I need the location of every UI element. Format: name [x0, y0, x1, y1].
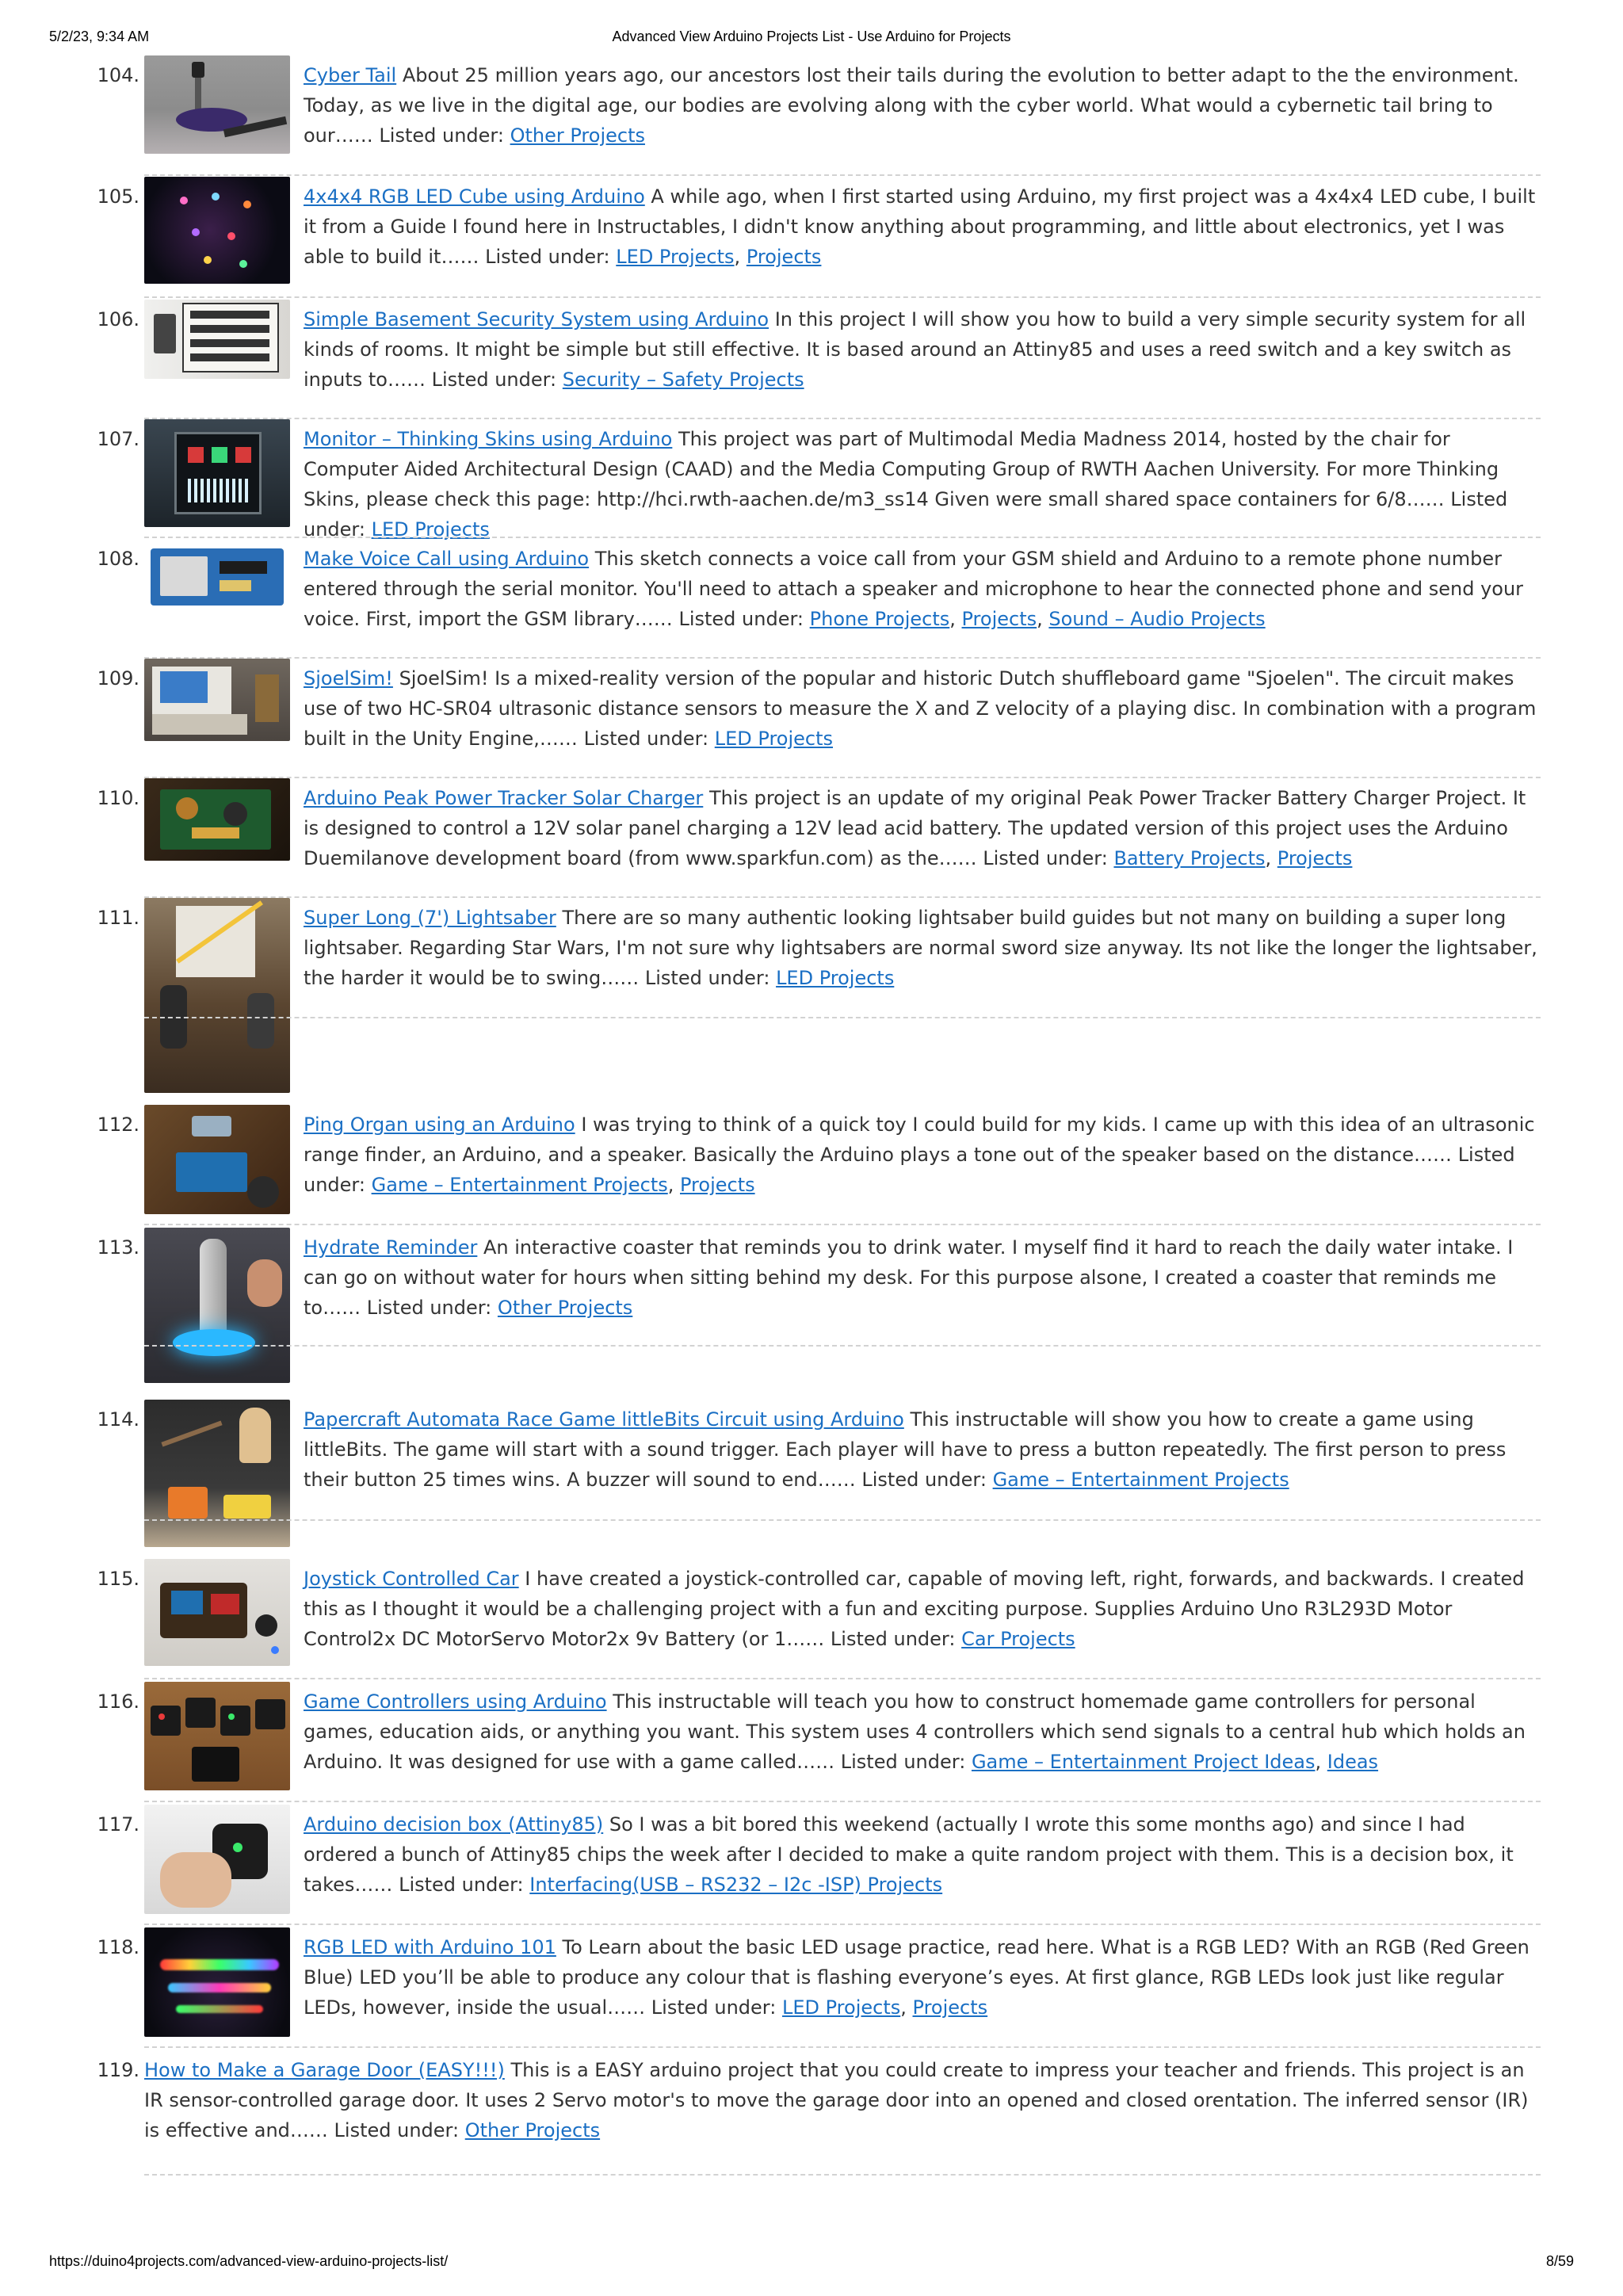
item-text — [304, 424, 1541, 544]
listed-under-label: Listed under: — [485, 246, 610, 268]
project-description: About 25 million years ago, our ancestors lost their tails during the evolution to better adapt to the the environment. Today, as we live in the digital age, our bodies are evolving along with the cyber world. What would a cybernetic tail bring to our…… — [304, 64, 1519, 147]
item-separator — [144, 296, 1541, 298]
list-item — [0, 898, 1623, 1105]
project-thumbnail — [144, 1400, 290, 1547]
category-link[interactable]: LED Projects — [371, 518, 490, 541]
item-text — [304, 903, 1541, 993]
project-thumbnail — [144, 539, 290, 615]
listed-under-label: Listed under: — [304, 488, 1508, 541]
listed-under-label: Listed under: — [334, 2119, 460, 2141]
item-text — [304, 304, 1541, 395]
project-title-link[interactable]: Cyber Tail — [304, 64, 397, 86]
category-link[interactable]: LED Projects — [781, 1996, 901, 2019]
item-number: 117. — [97, 1813, 139, 1836]
list-item — [0, 1228, 1623, 1400]
listed-under-label: Listed under: — [983, 847, 1108, 869]
item-separator — [144, 1017, 1541, 1018]
list-item — [0, 177, 1623, 300]
print-page-number: 8/59 — [1545, 2253, 1574, 2269]
list-item — [0, 1105, 1623, 1228]
category-link[interactable]: Other Projects — [464, 2119, 601, 2141]
item-separator — [144, 2174, 1541, 2176]
item-text — [304, 60, 1541, 151]
list-item — [0, 1559, 1623, 1682]
project-description: So I was a bit bored this weekend (actually I wrote this some months ago) and since I had ordered a bunch of Attiny85 chips the week after I decided to make a quite random project with them. This is a decision box, it takes…… — [304, 1813, 1514, 1896]
item-number: 106. — [97, 308, 139, 330]
category-link[interactable]: Projects — [746, 246, 822, 268]
item-text: Arduino Peak Power Tracker Solar Charger This project is an update of my original Peak Power Tracker Battery Charger Project. It is designed to control a 12V solar panel charging a 12V lead acid battery. The updated version of this project uses the Arduino Duemilanove development board (from www.sparkfun.com) as the…… Listed under: Battery Projects, Projects — [304, 787, 1526, 869]
project-thumbnail — [144, 177, 290, 284]
category-link[interactable]: Projects — [680, 1174, 755, 1196]
project-description: SjoelSim! Is a mixed-reality version of the popular and historic Dutch shuffleboard game "Sjoelen". The circuit makes use of two HC-SR04 ultrasonic distance sensors to measure the X and Z velocity of a playing disc. In combination with a program built in the Unity Engine,…… — [304, 667, 1537, 750]
item-number: 116. — [97, 1690, 139, 1713]
project-title-link[interactable]: Hydrate Reminder — [304, 1236, 478, 1259]
project-description: This instructable will teach you how to construct homemade game controllers for personal games, education aids, or anything you want. This system uses 4 controllers which send signals to a central hub which holds an Arduino. It was designed for use with a game called…… — [304, 1690, 1526, 1773]
item-separator — [144, 174, 1541, 176]
item-text — [304, 663, 1541, 754]
category-link[interactable]: LED Projects — [714, 728, 834, 750]
project-description: This sketch connects a voice call from your GSM shield and Arduino to a remote phone number entered through the serial monitor. You'll need to attach a speaker and microphone to hear the connected phone and send your voice. First, import the GSM library…… — [304, 548, 1524, 630]
category-link[interactable]: Phone Projects — [809, 608, 950, 630]
listed-under-label: Listed under: — [830, 1628, 956, 1650]
item-number: 107. — [97, 428, 139, 450]
list-item — [0, 1805, 1623, 1927]
project-title-link[interactable]: How to Make a Garage Door (EASY!!!) — [144, 2059, 505, 2081]
category-link[interactable]: Interfacing(USB – RS232 – I2c -ISP) Projects — [529, 1874, 943, 1896]
listed-under-label: Listed under: — [861, 1469, 987, 1491]
item-separator — [144, 1345, 1541, 1347]
listed-under-label: Listed under: — [431, 369, 557, 391]
project-description: There are so many authentic looking lightsaber build guides but not many on building a super long lightsaber. Regarding Star Wars, I'm not sure why lightsabers are normal sword size anyway. Its not like the longer the lightsaber, the harder it would be to swing…… — [304, 907, 1537, 989]
print-datetime: 5/2/23, 9:34 AM — [49, 29, 150, 44]
project-thumbnail — [144, 898, 290, 1093]
project-title-link[interactable]: Ping Organ using an Arduino — [304, 1114, 575, 1136]
project-title-link[interactable]: Joystick Controlled Car — [304, 1568, 519, 1590]
item-number: 113. — [97, 1236, 139, 1259]
project-thumbnail — [144, 659, 290, 741]
item-text — [304, 1564, 1541, 1654]
print-footer — [0, 2253, 1623, 2272]
project-thumbnail — [144, 778, 290, 861]
project-title-link[interactable]: Papercraft Automata Race Game littleBits Circuit using Arduino — [304, 1408, 904, 1431]
item-number: 112. — [97, 1114, 139, 1136]
print-page-title: Advanced View Arduino Projects List - Use Arduino for Projects — [612, 29, 1011, 44]
listed-under-label: Listed under: — [583, 728, 709, 750]
item-number: 104. — [97, 64, 139, 86]
listed-under-label: Listed under: — [651, 1996, 777, 2019]
list-item — [0, 1927, 1623, 2050]
item-text — [304, 1404, 1541, 1495]
project-thumbnail — [144, 419, 290, 527]
project-title-link[interactable]: Arduino decision box (Attiny85) — [304, 1813, 604, 1836]
item-separator — [144, 1801, 1541, 1802]
project-description: This project is an update of my original Peak Power Tracker Battery Charger Project. It is designed to control a 12V solar panel charging a 12V lead acid battery. The updated version of this project uses the Arduino Duemilanove development board (from www.sparkfun.com) as the…… — [304, 787, 1526, 869]
item-text: Make Voice Call using Arduino This sketch connects a voice call from your GSM shield and Arduino to a remote phone number entered through the serial monitor. You'll need to attach a speaker and microphone to hear the connected phone and send your voice. First, import the GSM library…… Listed under: Phone Projects, Projects, Sound – Audio Projects — [304, 548, 1524, 630]
listed-under-label: Listed under: — [379, 124, 504, 147]
item-separator — [144, 1519, 1541, 1521]
category-link[interactable]: Battery Projects — [1113, 847, 1266, 869]
project-title-link[interactable]: Super Long (7') Lightsaber — [304, 907, 556, 929]
project-title-link[interactable]: Make Voice Call using Arduino — [304, 548, 590, 570]
item-number: 105. — [97, 185, 139, 208]
item-text: RGB LED with Arduino 101 To Learn about the basic LED usage practice, read here. What is a RGB LED? With an RGB (Red Green Blue) LED you’ll be able to produce any colour that is flashing everyone’s eyes. At first glance, RGB LEDs look just like regular LEDs, however, inside the usual…… Listed under: LED Projects, Projects — [304, 1936, 1529, 2019]
listed-under-label: Listed under: — [840, 1751, 966, 1773]
item-number: 115. — [97, 1568, 139, 1590]
list-item — [0, 539, 1623, 659]
project-description: This project was part of Multimodal Media Madness 2014, hosted by the chair for Computer Aided Architectural Design (CAAD) and the Media Computing Group of RWTH Aachen University. For more Thinking Skins, please check this page: http://hci.rwth-aachen.de/m3_ss14 Given were small shared space containers for 6/8…… — [304, 428, 1499, 510]
project-thumbnail — [144, 1682, 290, 1790]
project-description: I have created a joystick-controlled car, capable of moving left, right, forwards, and backwards. I created this as I thought it would be a challenging project with a fun and exciting purpose. Supplies Arduino Uno R3L293D Motor Control2x DC MotorServo Motor2x 9v Battery (or 1…… — [304, 1568, 1525, 1650]
project-thumbnail — [144, 1805, 290, 1914]
project-list — [0, 55, 1623, 2177]
project-title-link[interactable]: Game Controllers using Arduino — [304, 1690, 607, 1713]
category-link[interactable]: LED Projects — [776, 967, 895, 989]
project-thumbnail — [144, 1228, 290, 1383]
listed-under-label: Listed under: — [304, 1144, 1515, 1196]
category-link[interactable]: Security – Safety Projects — [562, 369, 804, 391]
project-thumbnail — [144, 55, 290, 154]
item-number: 119. — [97, 2059, 139, 2081]
item-separator — [144, 1924, 1541, 1925]
item-number: 118. — [97, 1936, 139, 1958]
listed-under-label: Listed under: — [678, 608, 804, 630]
category-link[interactable]: Other Projects — [497, 1297, 633, 1319]
listed-under-label: Listed under: — [644, 967, 770, 989]
item-text — [304, 1809, 1541, 1900]
item-number: 110. — [97, 787, 139, 809]
project-description: This instructable will show you how to create a game using littleBits. The game will start with a sound trigger. Each player will have to press a button repeatedly. The first person to press their button 25 times wins. A buzzer will sound to end…… — [304, 1408, 1507, 1491]
item-separator — [144, 537, 1541, 538]
category-link[interactable]: LED Projects — [616, 246, 735, 268]
list-item — [0, 2050, 1623, 2177]
item-number: 111. — [97, 907, 139, 929]
category-link[interactable]: Sound – Audio Projects — [1048, 608, 1266, 630]
project-title-link[interactable]: SjoelSim! — [304, 667, 393, 690]
category-link[interactable]: Projects — [961, 608, 1037, 630]
project-description: This is a EASY arduino project that you could create to impress your teacher and friends. This project is an IR sensor-controlled garage door. It uses 2 Servo motor's to move the garage door into an opened and closed orentation. The inferred sensor (IR) is effective and…… — [144, 2059, 1529, 2141]
print-header — [0, 29, 1623, 48]
category-link[interactable]: Other Projects — [510, 124, 645, 147]
project-description: A while ago, when I first started using Arduino, my first project was a 4x4x4 LED cube, I built it from a Guide I found here in Instructables, I didn't know anything about programming, and little about electronics, yet I was able to build it…… — [304, 185, 1536, 268]
category-link[interactable]: Projects — [1277, 847, 1353, 869]
item-text — [304, 1232, 1541, 1323]
project-thumbnail — [144, 1559, 290, 1666]
category-link[interactable]: Game – Entertainment Projects — [992, 1469, 1289, 1491]
list-item — [0, 55, 1623, 177]
list-item — [0, 1682, 1623, 1805]
listed-under-label: Listed under: — [366, 1297, 492, 1319]
item-separator — [144, 1224, 1541, 1225]
item-text: Ping Organ using an Arduino I was trying to think of a quick toy I could build for my kids. I came up with this idea of an ultrasonic range finder, an Arduino, and a speaker. Basically the Arduino plays a tone out of the speaker based on the distance…… Listed under: Game – Entertainment Projects, Projects — [304, 1114, 1535, 1196]
listed-under-label: Listed under: — [399, 1874, 524, 1896]
project-thumbnail — [144, 300, 290, 379]
item-separator — [144, 1678, 1541, 1679]
item-text: Game Controllers using Arduino This instructable will teach you how to construct homemade game controllers for personal games, education aids, or anything you want. This system uses 4 controllers which send signals to a central hub which holds an Arduino. It was designed for use with a game called…… Listed under: Game – Entertainment Project Ideas, Ideas — [304, 1690, 1526, 1773]
item-separator — [144, 2046, 1541, 2048]
item-number: 108. — [97, 548, 139, 570]
list-item — [0, 778, 1623, 898]
project-thumbnail — [144, 1927, 290, 2037]
project-description: In this project I will show you how to build a very simple security system for all kinds of rooms. It might be simple but still effective. It is based around an Attiny85 and uses a reed switch and a key switch as inputs to…… — [304, 308, 1526, 391]
category-link[interactable]: Game – Entertainment Projects — [371, 1174, 668, 1196]
project-title-link[interactable]: Arduino Peak Power Tracker Solar Charger — [304, 787, 704, 809]
print-url: https://duino4projects.com/advanced-view-arduino-projects-list/ — [49, 2253, 449, 2269]
category-link[interactable]: Projects — [912, 1996, 988, 2019]
project-thumbnail — [144, 1105, 290, 1214]
category-link[interactable]: Car Projects — [961, 1628, 1075, 1650]
project-description: To Learn about the basic LED usage practice, read here. What is a RGB LED? With an RGB (Red Green Blue) LED you’ll be able to produce any colour that is flashing everyone’s eyes. At first glance, RGB LEDs look just like regular LEDs, however, inside the usual…… — [304, 1936, 1529, 2019]
project-title-link[interactable]: Simple Basement Security System using Arduino — [304, 308, 769, 330]
item-number: 109. — [97, 667, 139, 690]
item-number: 114. — [97, 1408, 139, 1431]
project-title-link[interactable]: Monitor – Thinking Skins using Arduino — [304, 428, 673, 450]
list-item — [0, 419, 1623, 539]
project-title-link[interactable]: 4x4x4 RGB LED Cube using Arduino — [304, 185, 645, 208]
list-item — [0, 659, 1623, 778]
project-description: I was trying to think of a quick toy I could build for my kids. I came up with this idea of an ultrasonic range finder, an Arduino, and a speaker. Basically the Arduino plays a tone out of the speaker based on the distance…… — [304, 1114, 1535, 1166]
list-item — [0, 1400, 1623, 1559]
item-text — [144, 2055, 1541, 2145]
category-link[interactable]: Game – Entertainment Project Ideas — [971, 1751, 1316, 1773]
project-description: An interactive coaster that reminds you to drink water. I myself find it hard to reach the daily water intake. I can go on without water for hours when sitting behind my desk. For this purpose alsone, I created a coaster that reminds me to…… — [304, 1236, 1514, 1319]
category-link[interactable]: Ideas — [1327, 1751, 1379, 1773]
project-title-link[interactable]: RGB LED with Arduino 101 — [304, 1936, 556, 1958]
list-item — [0, 300, 1623, 419]
item-text: 4x4x4 RGB LED Cube using Arduino A while ago, when I first started using Arduino, my first project was a 4x4x4 LED cube, I built it from a Guide I found here in Instructables, I didn't know anything about programming, and little about electronics, yet I was able to build it…… Listed under: LED Projects, Projects — [304, 185, 1536, 268]
